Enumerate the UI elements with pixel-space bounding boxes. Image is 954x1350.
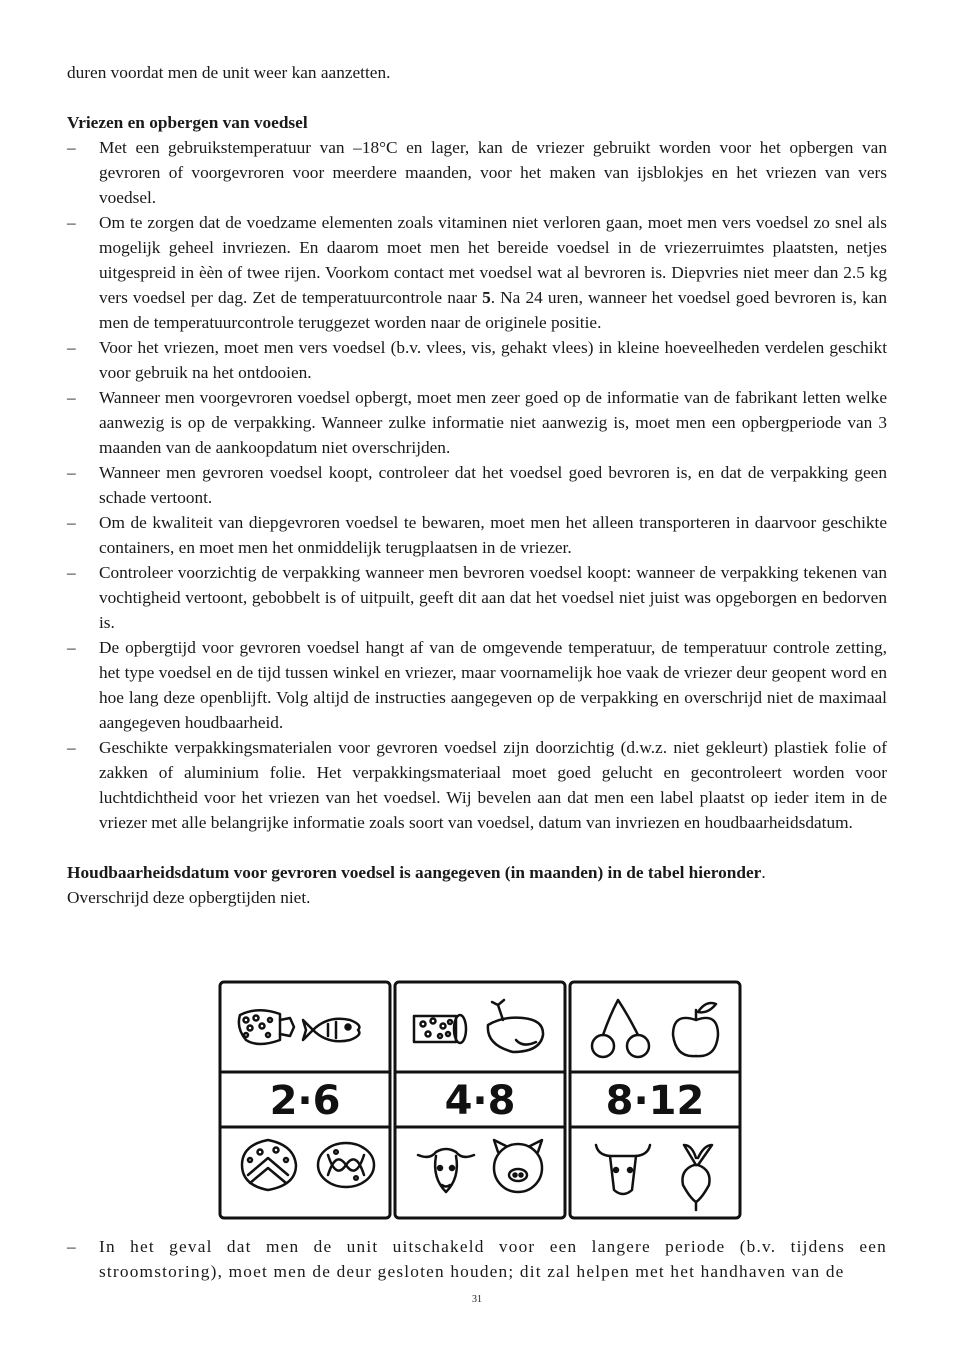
months-label: 8·12: [605, 1078, 705, 1124]
pig-icon: [494, 1140, 542, 1192]
sausage-icon: [239, 1010, 294, 1044]
fish-icon: [303, 1019, 359, 1042]
list-item: – In het geval dat men de unit uitschakeld voor een langere periode (b.v. tijdens een stroomstoring), moet men de deur gesloten houden; dit zal helpen met het handhaven van de: [67, 1234, 887, 1284]
chicken-icon: [488, 1000, 543, 1052]
beet-icon: [682, 1145, 712, 1210]
list-item: – Wanneer men voorgevroren voedsel opbergt, moet men zeer goed op de informatie van de fabrikant letten welke aanwezig is op de verpakking. Wanneer zulke informatie niet aanwezig is, moet men een opbergperiode van 3 maanden van de aankoopdatum niet overschrijden.: [67, 385, 887, 460]
shelf-life-heading-end: .: [761, 863, 766, 882]
list-item-text: Om te zorgen dat de voedzame elementen zoals vitaminen niet verloren gaan, moet men vers voedsel zo snel als mogelijk geheel invriezen. En daarom moet men het bereide voedsel in de vriezerruimtes plaatsten, netjes uitgespreid in èèn of twee rijen. Voorkom contact met voedsel wat al bevroren is. Diepvries niet meer dan 2.5 kg vers voedsel per dag. Zet de temperatuurcontrole naar: [99, 213, 887, 307]
cow-icon: [596, 1145, 650, 1194]
intro-line: duren voordat men de unit weer kan aanzetten.: [67, 63, 391, 82]
setting-value: 5: [482, 288, 491, 307]
continued-list: [67, 1234, 887, 1284]
list-item: – Controleer voorzichtig de verpakking wanneer men bevroren voedsel koopt: wanneer de verpakking tekenen van vochtigheid vertoont, gebobbelt is of uitpuilt, geeft dit aan dat het voedsel niet juist was opgeborgen en bedorven is.: [67, 560, 887, 635]
list-item: – De opbergtijd voor gevroren voedsel hangt af van de omgevende temperatuur, de temperatuur controle zetting, het type voedsel en de tijd tussen winkel en vriezer, maar voornamelijk hoe vaak de vriezer deur geopent word en hoe lang deze openblijft. Volg altijd de instructies aangegeven op de verpakking en overschrijd niet de maximaal aangegeven houdbaarheid.: [67, 635, 887, 735]
shelf-life-heading-bold: Houdbaarheidsdatum voor gevroren voedsel is aangegeven (in maanden) in de tabel hieronder: [67, 863, 762, 882]
storage-column-1: [220, 982, 390, 1218]
section-title: Vriezen en opbergen van voedsel: [67, 113, 308, 132]
cheese-icon: [242, 1140, 296, 1190]
page-number: 31: [472, 1294, 482, 1305]
storage-column-2: [395, 982, 565, 1218]
list-item: – Met een gebruikstemperatuur van –18°C en lager, kan de vriezer gebruikt worden voor het opbergen van gevroren of voorgevroren voor meerdere maanden, voor het maken van ijsblokjes en het vriezen van vers voedsel.: [67, 135, 887, 210]
storage-column-3: [570, 982, 740, 1218]
cherries-icon: [592, 1000, 649, 1057]
apple-icon: [673, 1003, 718, 1056]
shelf-life-note: Overschrijd deze opbergtijden niet.: [67, 888, 311, 907]
list-item: – Geschikte verpakkingsmaterialen voor gevroren voedsel zijn doorzichtig (d.w.z. niet gekleurt) plastiek folie of zakken of aluminium folie. Het verpakkingsmateriaal moet goed gelucht en gecontroleert worden voor luchtdichtheid voor het vriezen van het voedsel. Wij bevelen aan dat men een label plaatst op ieder item in de vriezer met alle belangrijke informatie zoals soort van voedsel, datum van invriezen en houdbaarheidsdatum.: [67, 735, 887, 835]
page-body: [67, 60, 887, 910]
list-item: – Om de kwaliteit van diepgevroren voedsel te bewaren, moet men het alleen transporteren in daarvoor geschikte containers, en moet men het onmiddelijk terugplaatsen in de vriezer.: [67, 510, 887, 560]
sheep-icon: [418, 1149, 474, 1192]
freezing-list: [67, 135, 887, 835]
months-label: 4·8: [444, 1078, 516, 1124]
months-label: 2·6: [269, 1078, 341, 1124]
salami-icon: [414, 1015, 466, 1043]
list-item: – Voor het vriezen, moet men vers voedsel (b.v. vlees, vis, gehakt vlees) in kleine hoeveelheden verdelen geschikt voor gebruik na het ontdooien.: [67, 335, 887, 385]
list-item: [67, 210, 887, 335]
list-item-text-end: . Na 24 uren, wanneer het voedsel goed bevroren is, kan men de temperatuurcontrole teruggezet worden naar de originele positie.: [99, 288, 887, 332]
storage-time-table: [218, 980, 744, 1227]
list-item: – Wanneer men gevroren voedsel koopt, controleer dat het voedsel goed bevroren is, en dat de verpakking geen schade vertoont.: [67, 460, 887, 510]
shelf-life-heading: [67, 860, 887, 885]
pretzel-icon: [318, 1143, 374, 1187]
